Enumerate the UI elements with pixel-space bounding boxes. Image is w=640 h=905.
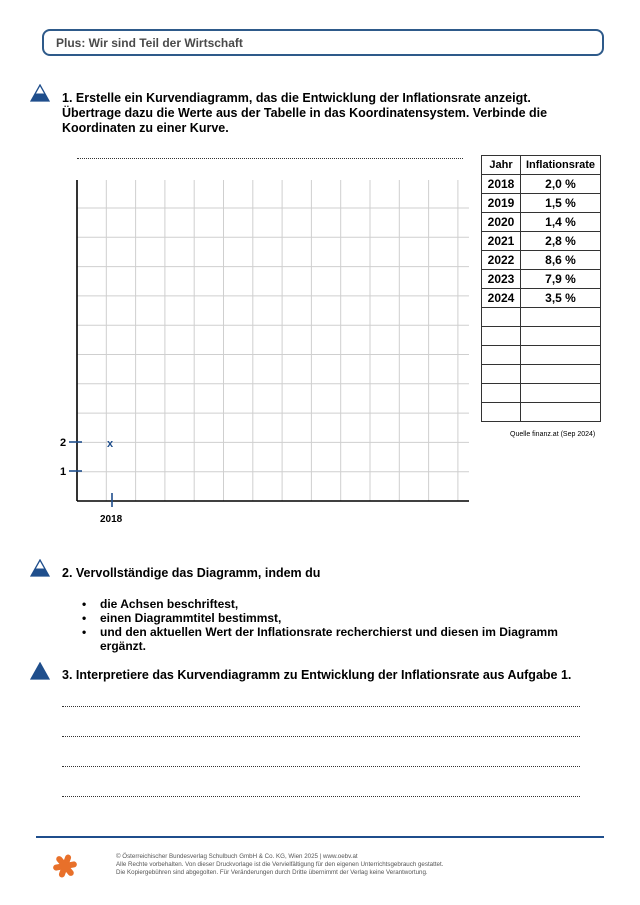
table-cell-year: 2022 <box>482 251 521 270</box>
answer-line[interactable] <box>62 766 580 767</box>
table-row-empty[interactable] <box>482 327 601 346</box>
table-cell-year: 2024 <box>482 289 521 308</box>
table-cell-rate: 2,8 % <box>521 232 601 251</box>
table-row <box>482 213 601 232</box>
answer-line[interactable] <box>62 736 580 737</box>
footer-line: Alle Rechte vorbehalten. Von dieser Druckvorlage ist die Vervielfältigung für den eigenen Unterrichtsgebrauch gestattet. <box>116 861 444 868</box>
table-row <box>482 175 601 194</box>
table-cell-rate: 2,0 % <box>521 175 601 194</box>
list-item <box>82 625 558 653</box>
header-year: Jahr <box>482 156 521 175</box>
table-cell-rate: 1,5 % <box>521 194 601 213</box>
table-row-empty[interactable] <box>482 365 601 384</box>
table-cell-empty[interactable] <box>482 346 521 365</box>
table-row-empty[interactable] <box>482 384 601 403</box>
table-cell-empty[interactable] <box>482 327 521 346</box>
grid <box>77 180 469 501</box>
footer-line: © Österreichischer Bundesverlag Schulbuch GmbH & Co. KG, Wien 2025 | www.oebv.at <box>116 853 358 860</box>
inflation-table <box>481 155 601 422</box>
table-cell-empty[interactable] <box>482 308 521 327</box>
task2-heading: 2. Vervollständige das Diagramm, indem du <box>62 566 321 580</box>
table-cell-year: 2019 <box>482 194 521 213</box>
table-row-empty[interactable] <box>482 403 601 422</box>
y-tick-label: 2 <box>60 437 67 449</box>
table-cell-year: 2023 <box>482 270 521 289</box>
task1-line: Übertrage dazu die Werte aus der Tabelle in das Koordinatensystem. Verbinde die <box>62 106 548 120</box>
list-item: • die Achsen beschriftest, <box>82 597 558 611</box>
table-row-empty[interactable] <box>482 346 601 365</box>
table-cell-rate: 8,6 % <box>521 251 601 270</box>
answer-line[interactable] <box>62 706 580 707</box>
table-row-empty[interactable] <box>482 308 601 327</box>
list-item-text: und den aktuellen Wert der Inflationsrate recherchierst und diesen im Diagramm <box>100 625 558 639</box>
footer-rule <box>36 836 604 838</box>
table-cell-empty[interactable] <box>521 308 601 327</box>
page-title: Plus: Wir sind Teil der Wirtschaft <box>56 36 243 50</box>
table-row <box>482 232 601 251</box>
table-cell-rate: 3,5 % <box>521 289 601 308</box>
table-cell-year: 2020 <box>482 213 521 232</box>
table-row <box>482 251 601 270</box>
list-item: • einen Diagrammtitel bestimmst, <box>82 611 558 625</box>
table-row <box>482 270 601 289</box>
table-cell-empty[interactable] <box>521 365 601 384</box>
task-level-icon-2 <box>30 559 50 577</box>
example-point-mark: x <box>107 438 114 450</box>
table-cell-empty[interactable] <box>482 365 521 384</box>
answer-line[interactable] <box>62 796 580 797</box>
table-row <box>482 194 601 213</box>
table-cell-empty[interactable] <box>482 384 521 403</box>
table-header-row <box>482 156 601 175</box>
table-source: Quelle finanz.at (Sep 2024) <box>510 431 596 438</box>
task1-line: 1. Erstelle ein Kurvendiagramm, das die Entwicklung der Inflationsrate anzeigt. <box>62 91 531 105</box>
table-row <box>482 289 601 308</box>
table-cell-empty[interactable] <box>482 403 521 422</box>
task1-line: Koordinaten zu einer Kurve. <box>62 121 229 135</box>
task2-bullet-list <box>82 597 558 653</box>
table-cell-empty[interactable] <box>521 403 601 422</box>
task-level-icon-3 <box>30 662 50 680</box>
footer-copyright <box>116 853 443 877</box>
table-cell-rate: 1,4 % <box>521 213 601 232</box>
table-cell-empty[interactable] <box>521 346 601 365</box>
y-tick-label: 1 <box>60 466 67 478</box>
publisher-logo-icon <box>52 852 78 880</box>
table-cell-year: 2018 <box>482 175 521 194</box>
task3-heading: 3. Interpretiere das Kurvendiagramm zu Entwicklung der Inflationsrate aus Aufgabe 1. <box>62 668 572 682</box>
footer-line: Die Kopiergebühren sind abgegolten. Für Veränderungen durch Dritte übernimmt der Verlag keine Verantwortung. <box>116 869 428 876</box>
x-tick-label: 2018 <box>100 514 123 525</box>
table-cell-rate: 7,9 % <box>521 270 601 289</box>
list-item-continuation: ergänzt. <box>100 639 147 653</box>
header-rate: Inflationsrate <box>521 156 601 175</box>
table-cell-empty[interactable] <box>521 327 601 346</box>
table-cell-year: 2021 <box>482 232 521 251</box>
table-cell-empty[interactable] <box>521 384 601 403</box>
